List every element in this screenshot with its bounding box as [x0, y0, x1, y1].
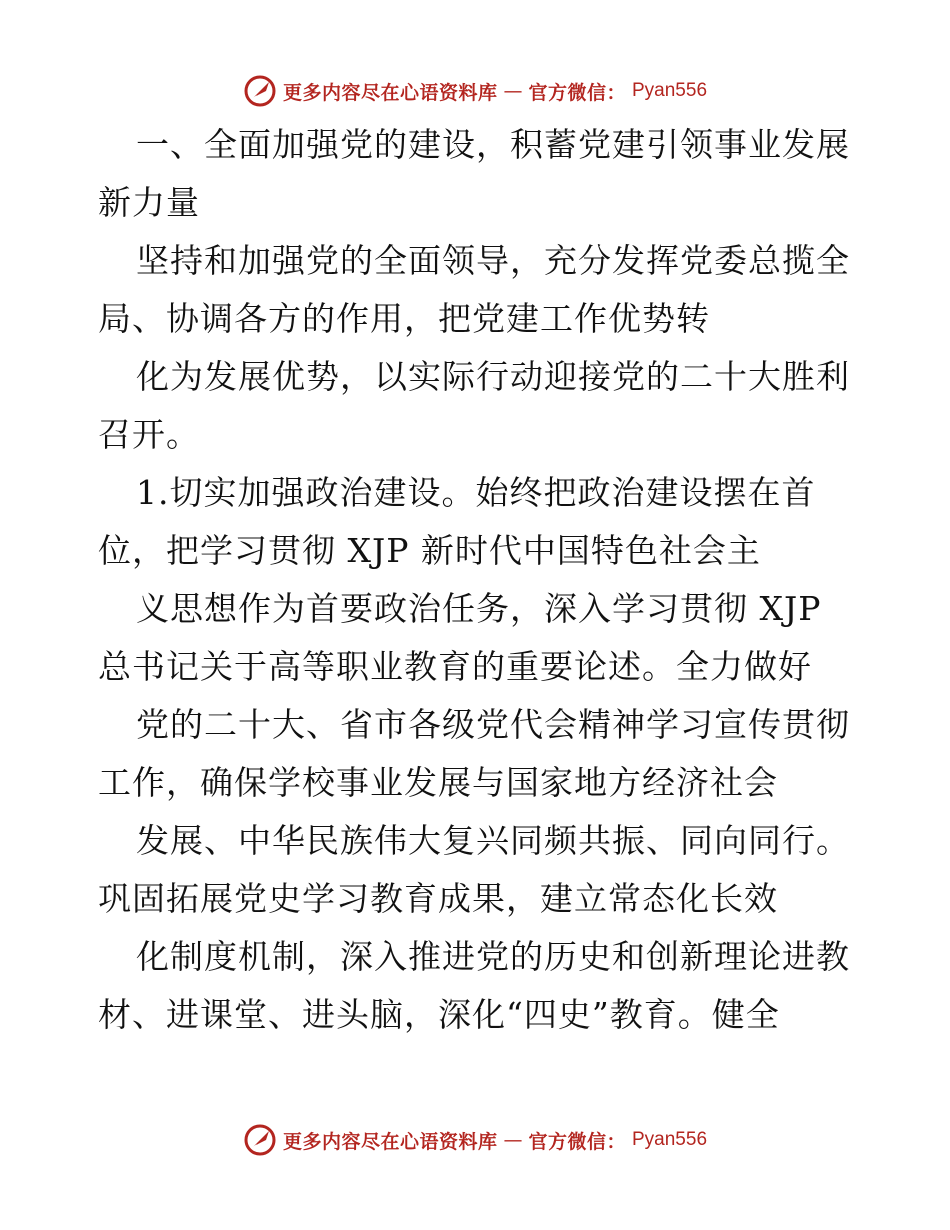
- body-line: 坚持和加强党的全面领导，充分发挥党委总揽全: [136, 241, 850, 280]
- footer-banner: [0, 1120, 950, 1160]
- body-line: 材、进课堂、进头脑，深化“四史”教育。健全: [98, 995, 780, 1034]
- body-line: 巩固拓展党史学习教育成果，建立常态化长效: [98, 879, 778, 918]
- body-line: 党的二十大、省市各级党代会精神学习宣传贯彻: [136, 705, 850, 744]
- footer-banner-text: 更多内容尽在心语资料库: [282, 1130, 498, 1153]
- body-line: 工作，确保学校事业发展与国家地方经济社会: [98, 763, 778, 802]
- body-line: 召开。: [98, 415, 200, 454]
- body-line: 位，把学习贯彻 XJP 新时代中国特色社会主: [98, 531, 761, 570]
- body-line: 化制度机制，深入推进党的历史和创新理论进教: [136, 937, 850, 976]
- footer-official-label: 官方微信：: [528, 1130, 626, 1153]
- header-banner-separator: —: [503, 80, 523, 102]
- body-line: 义思想作为首要政治任务，深入学习贯彻 XJP: [136, 589, 822, 628]
- footer-banner-separator: —: [503, 1129, 523, 1151]
- body-line: 发展、中华民族伟大复兴同频共振、同向同行。: [136, 821, 850, 860]
- body-line: 化为发展优势，以实际行动迎接党的二十大胜利: [136, 357, 850, 396]
- header-wechat-id: Pyan556: [632, 80, 708, 101]
- body-line: 1.切实加强政治建设。始终把政治建设摆在首: [136, 473, 816, 512]
- header-banner: [0, 71, 950, 111]
- quill-logo-icon: [243, 1123, 277, 1157]
- body-line: 局、协调各方的作用，把党建工作优势转: [98, 299, 710, 338]
- body-line: 总书记关于高等职业教育的重要论述。全力做好: [98, 647, 812, 686]
- header-banner-text: 更多内容尽在心语资料库: [282, 81, 498, 104]
- footer-wechat-id: Pyan556: [632, 1129, 708, 1150]
- header-official-label: 官方微信：: [528, 81, 626, 104]
- quill-logo-icon: [243, 74, 277, 108]
- body-line: 新力量: [98, 183, 200, 222]
- body-line: 一、全面加强党的建设，积蓄党建引领事业发展: [136, 125, 850, 164]
